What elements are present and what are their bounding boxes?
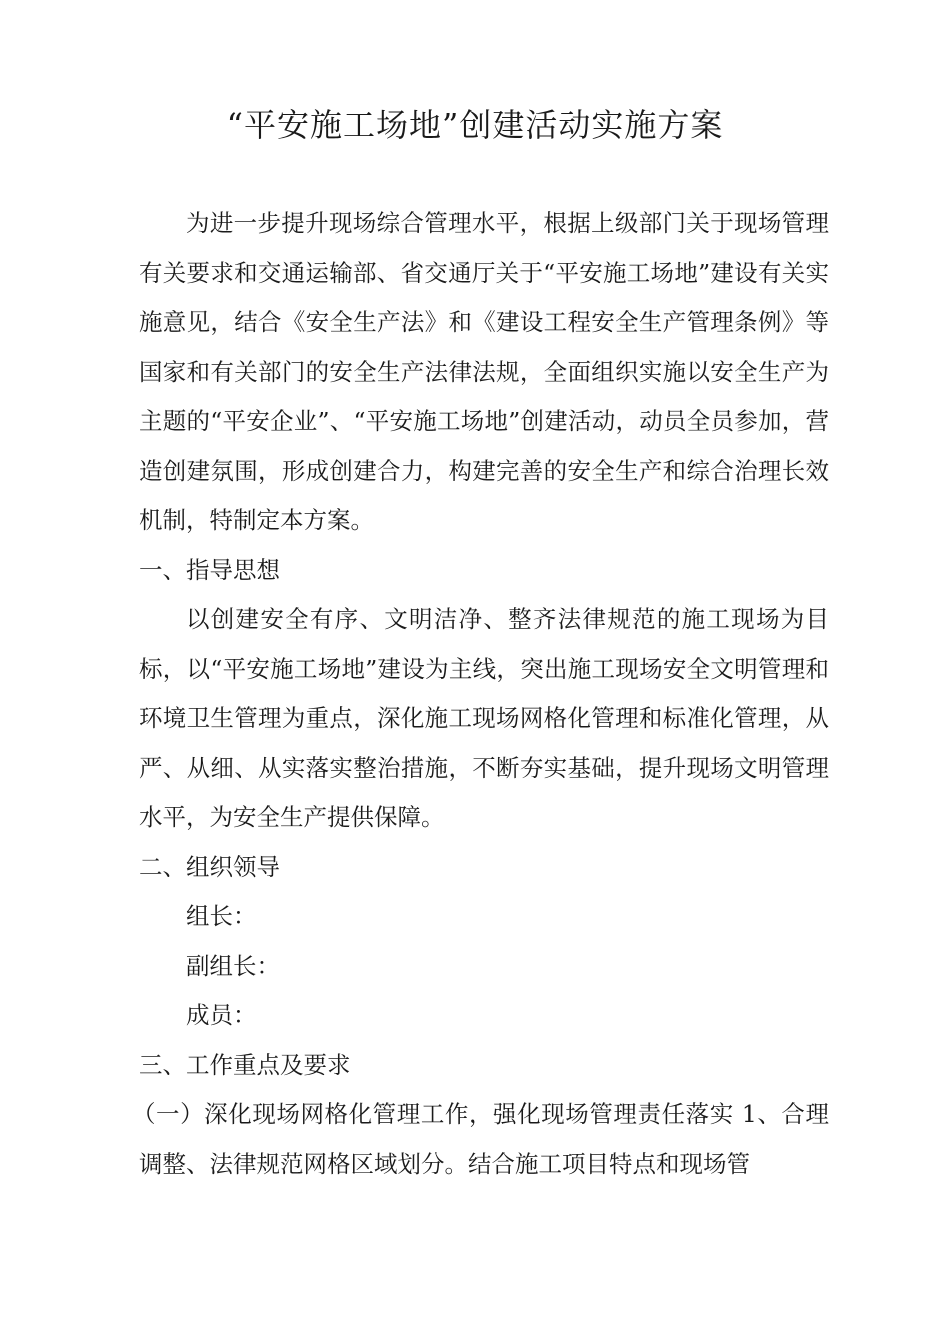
document-body bbox=[131, 199, 829, 1189]
document-title: “平安施工场地”创建活动实施方案 bbox=[226, 106, 724, 144]
role-deputy-leader: 副组长： bbox=[186, 951, 280, 980]
intro-paragraph: 为进一步提升现场综合管理水平，根据上级部门关于现场管理有关要求和交通运输部、省交通厅关于“平安施工场地”建设有关实施意见，结合《安全生产法》和《建设工程安全生产管理条例》等国家和有关部门的安全生产法律法规，全面组织实施以安全生产为主题的“平安企业”、“平安施工场地”创建活动，动员全员参加，营造创建氛围，形成创建合力，构建完善的安全生产和综合治理长效机制，特制定本方案。 bbox=[139, 209, 829, 534]
section-heading-guiding-ideology: 一、指导思想 bbox=[139, 555, 280, 584]
role-leader: 组长： bbox=[186, 902, 257, 930]
role-members: 成员： bbox=[186, 1001, 257, 1029]
work-focus-paragraph: （一）深化现场网格化管理工作，强化现场管理责任落实 1、合理调整、法律规范网格区域划分。结合施工项目特点和现场管 bbox=[131, 1100, 829, 1178]
section-heading-work-focus: 三、工作重点及要求 bbox=[139, 1050, 351, 1079]
guiding-ideology-paragraph: 以创建安全有序、文明洁净、整齐法律规范的施工现场为目标，以“平安施工场地”建设为主线，突出施工现场安全文明管理和环境卫生管理为重点，深化施工现场网格化管理和标准化管理，从严、从细、从实落实整治措施，不断夯实基础，提升现场文明管理水平，为安全生产提供保障。 bbox=[139, 605, 829, 831]
section-heading-organization: 二、组织领导 bbox=[139, 852, 280, 881]
